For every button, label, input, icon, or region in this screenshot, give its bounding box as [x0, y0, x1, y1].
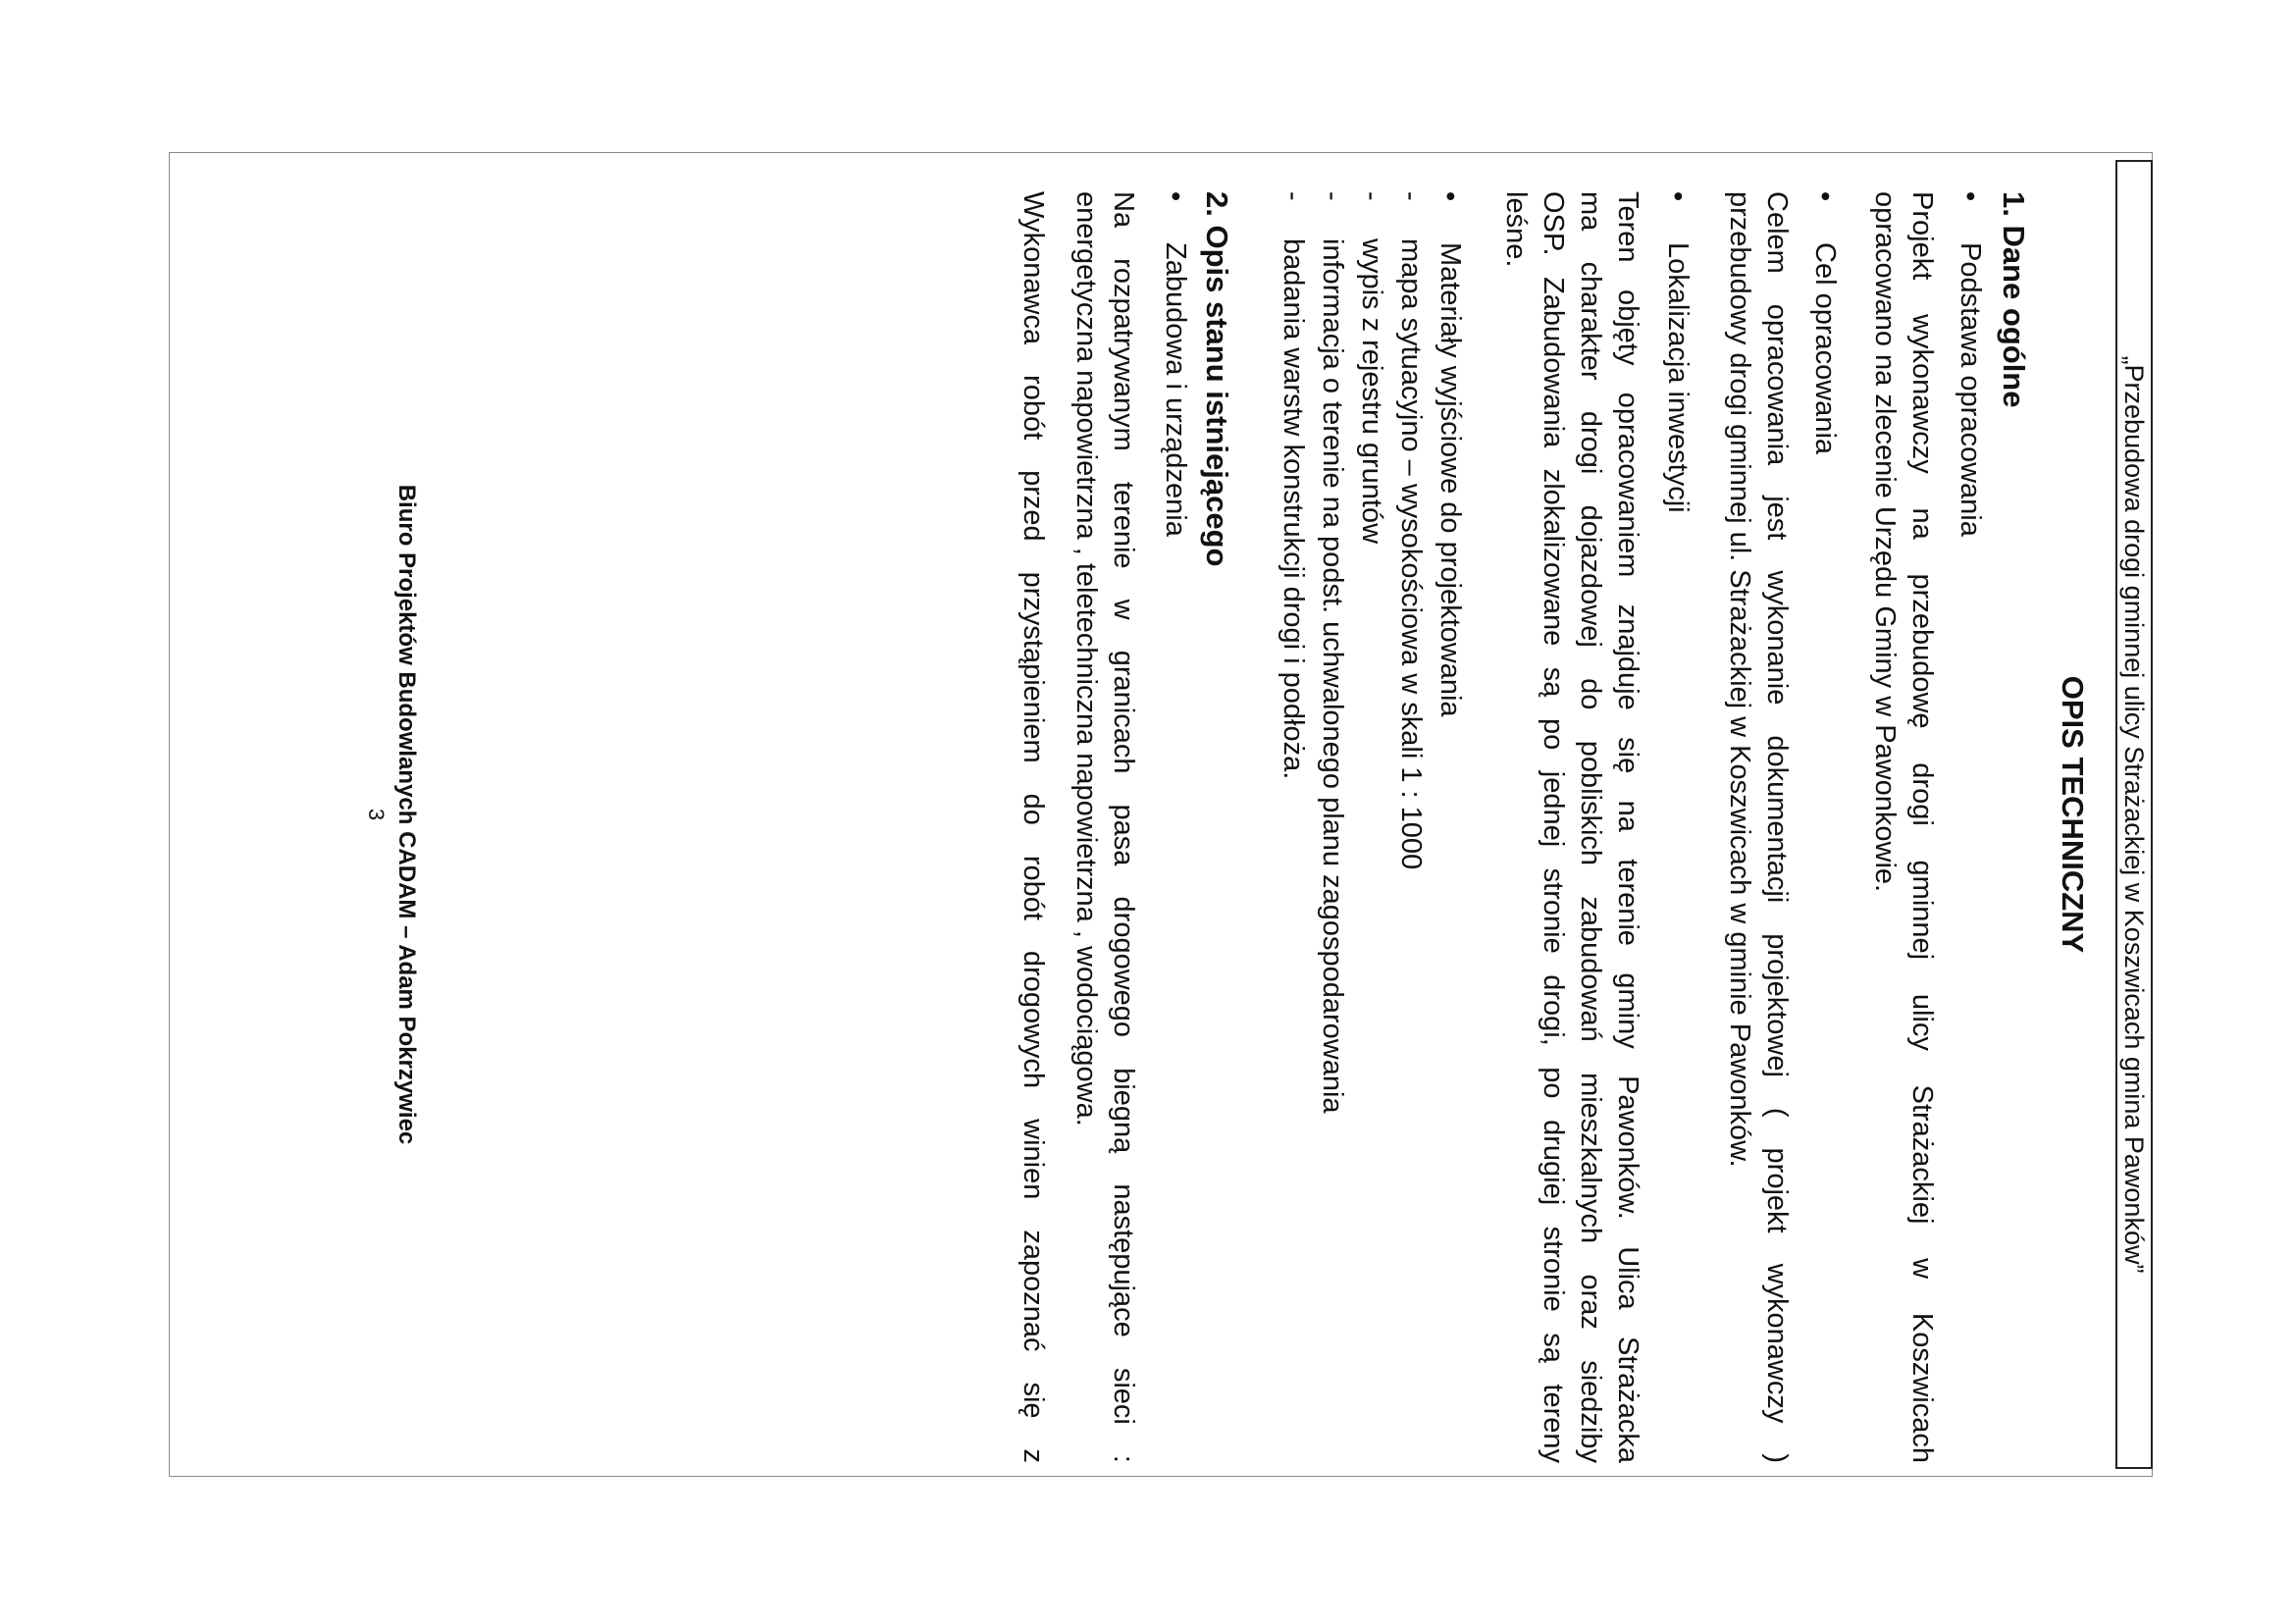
section-1-heading: 1. Dane ogólne — [1997, 191, 2031, 408]
bullet-icon: • — [1662, 191, 1694, 202]
location-label: Lokalizacja inwestycji — [1662, 242, 1694, 513]
materials-item: -wypis z rejestru gruntów — [1356, 191, 1387, 545]
document-page — [169, 152, 2153, 1477]
document-title: OPIS TECHNICZNY — [2056, 675, 2090, 954]
networks-line-2: energetyczna napowietrzna , teletechniczna napowietrzna , wodociągowa. — [1070, 191, 1102, 1126]
contractor-paragraph — [1015, 191, 1052, 1463]
goal-line-2: przebudowy drogi gminnej ul. Strażackiej w Koszwicach w gminie Pawonków. — [1724, 191, 1755, 1168]
basis-line-1: Projekt wykonawczy na przebudowę drogi gminnej ulicy Strażackiej w Koszwicach — [1906, 191, 1938, 1463]
networks-paragraph — [1068, 191, 1142, 1463]
bullet-icon: • — [1434, 191, 1466, 202]
materials-item: -informacja o terenie na podst. uchwalonego planu zagospodarowania — [1317, 191, 1348, 1114]
materials-item: -badania warstw konstrukcji drogi i podłoża. — [1277, 191, 1309, 780]
contractor-line: Wykonawca robót przed przystąpieniem do robót drogowych winien zapoznać się z — [1017, 191, 1049, 1463]
bullet-materials — [1434, 191, 1466, 717]
location-paragraph — [1497, 191, 1646, 1463]
goal-label: Cel opracowania — [1809, 242, 1841, 455]
section-2-heading: 2. Opis stanu istniejącego — [1200, 191, 1234, 567]
networks-line-1: Na rozpatrywanym terenie w granicach pasa drogowego biegną następujące sieci : — [1108, 191, 1139, 1463]
bullet-goal — [1808, 191, 1841, 454]
bullet-buildings — [1159, 191, 1191, 537]
goal-paragraph — [1721, 191, 1796, 1463]
basis-paragraph — [1866, 191, 1941, 1463]
bullet-location — [1661, 191, 1694, 513]
materials-label: Materiały wyjściowe do projektowania — [1434, 242, 1466, 717]
footer-company: Biuro Projektów Budowlanych CADAM – Adam Pokrzywiec — [393, 484, 420, 1145]
location-line-1: Teren objęty opracowaniem znajduje się na terenie gminy Pawonków. Ulica Strażacka — [1612, 191, 1643, 1463]
buildings-label: Zabudowa i urządzenia — [1160, 242, 1191, 537]
bullet-basis — [1954, 191, 1986, 537]
location-line-2: ma charakter drogi dojazdowej do pobliskich zabudowań mieszkalnych oraz siedziby — [1575, 191, 1606, 1463]
goal-line-1: Celem opracowania jest wykonanie dokumentacji projektowej ( projekt wykonawczy ) — [1761, 191, 1793, 1463]
basis-line-2: opracowano na zlecenie Urzędu Gminy w Pawonkowie. — [1869, 191, 1901, 893]
bullet-icon: • — [1809, 191, 1841, 202]
materials-item: -mapa sytuacyjno – wysokościowa w skali 1 : 1000 — [1395, 191, 1427, 870]
running-header: „Przebudowa drogi gminnej ulicy Strażackiej w Koszwicach gmina Pawonków” — [2115, 160, 2153, 1469]
page-number: 3 — [364, 808, 389, 821]
location-line-4: leśne. — [1500, 191, 1532, 268]
basis-label: Podstawa opracowania — [1955, 242, 1986, 537]
bullet-icon: • — [1160, 191, 1191, 202]
location-line-3: OSP. Zabudowania zlokalizowane są po jednej stronie drogi, po drugiej stronie są tereny — [1538, 191, 1569, 1463]
bullet-icon: • — [1955, 191, 1986, 202]
